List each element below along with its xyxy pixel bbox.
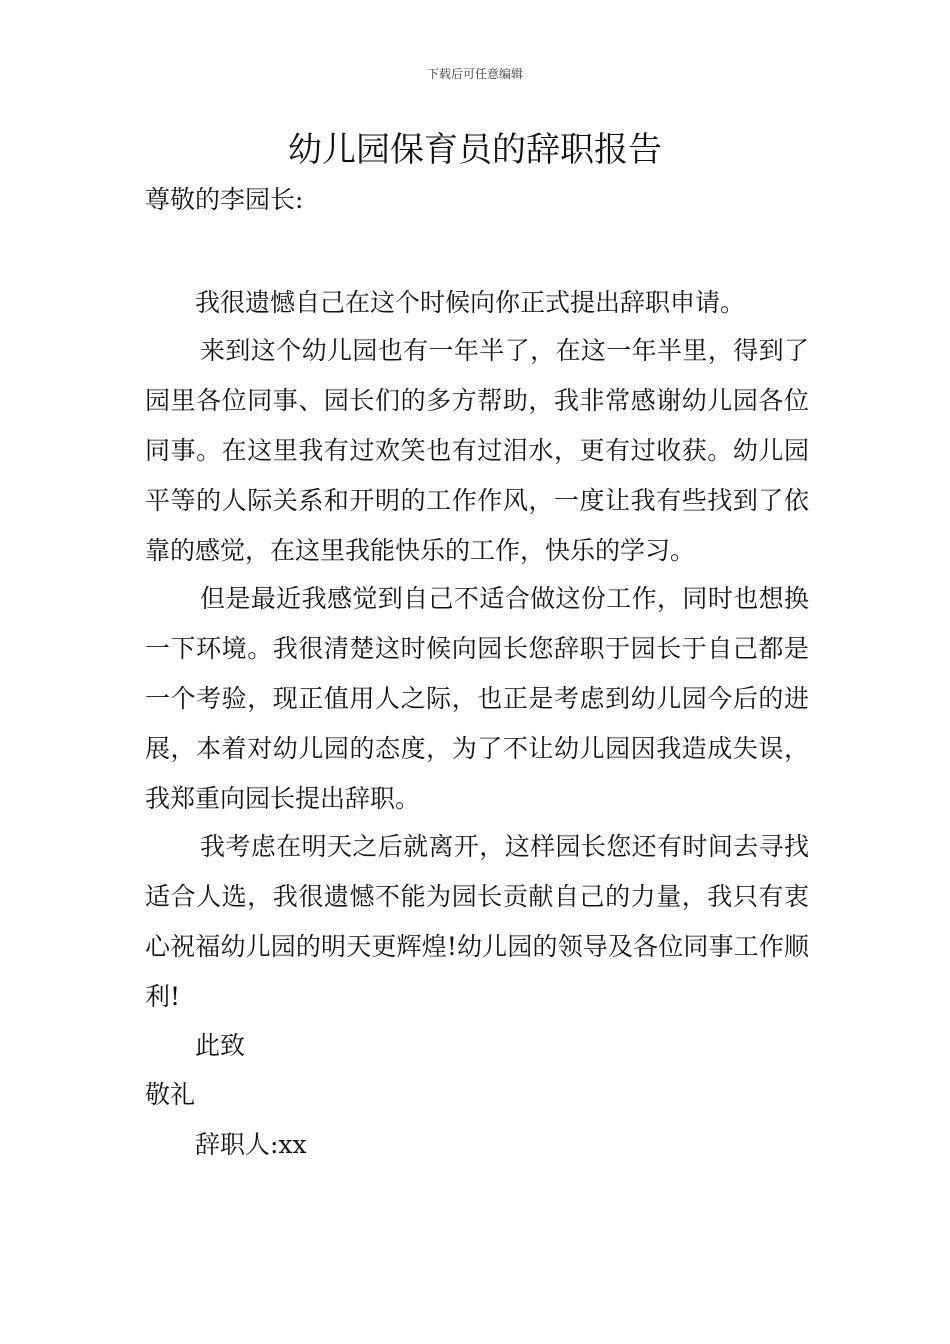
header-note: 下载后可任意编辑 — [426, 67, 523, 81]
document-title: 幼儿园保育员的辞职报告 — [288, 130, 662, 170]
paragraph-4: 我考虑在明天之后就离开，这样园长您还有时间去寻找适合人选，我很遗憾不能为园长贡献自己的力量，我只有衷心祝福幼儿园的明天更辉煌!幼儿园的领导及各位同事工作顺利! — [145, 832, 809, 1011]
regards-phrase: 敬礼 — [145, 1080, 196, 1109]
paragraph-1: 我很遗憾自己在这个时候向你正式提出辞职申请。 — [195, 288, 746, 317]
salutation: 尊敬的李园长: — [145, 185, 304, 214]
closing-phrase: 此致 — [195, 1031, 246, 1060]
signature-line: 辞职人:xx — [195, 1130, 307, 1159]
paragraph-2: 来到这个幼儿园也有一年半了，在这一年半里，得到了园里各位同事、园长们的多方帮助，我非常感谢幼儿园各位同事。在这里我有过欢笑也有过泪水，更有过收获。幼儿园平等的人际关系和开明的工作作风，一度让我有些找到了依靠的感觉，在这里我能快乐的工作，快乐的学习。 — [145, 336, 809, 565]
paragraph-3: 但是最近我感觉到自己不适合做这份工作，同时也想换一下环境。我很清楚这时候向园长您辞职于园长于自己都是一个考验，现正值用人之际，也正是考虑到幼儿园今后的进展，本着对幼儿园的态度，为了不让幼儿园因我造成失误，我郑重向园长提出辞职。 — [145, 584, 809, 813]
